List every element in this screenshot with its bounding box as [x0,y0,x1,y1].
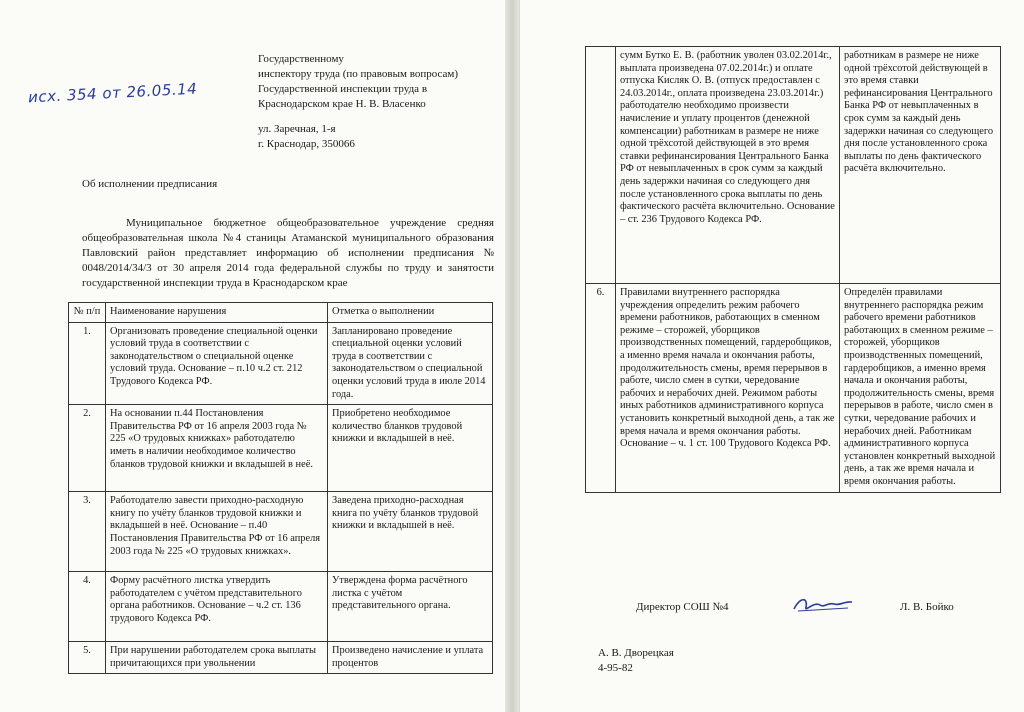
table-row [69,572,493,642]
row-violation: Организовать проведение специальной оценки условий труда в соответствии с законодательством о специальной оценке условий труда. Основание – п.10 ч.2 ст. 212 Трудового Кодекса РФ. [106,322,328,405]
row-violation: На основании п.44 Постановления Правительства РФ от 16 апреля 2003 года № 225 «О трудовых книжках» работодателю иметь в наличии необходимое количество бланков трудовой книжки и вкладышей в неё. [106,405,328,492]
signer-name: Л. В. Бойко [900,601,954,613]
header-number: № п/п [69,303,106,323]
table-header-row [69,303,493,323]
row-violation: Форму расчётного листка утвердить работодателем с учётом представительного органа работников. Основание – ч.2 ст. 136 трудового Кодекса РФ. [106,572,328,642]
row-number: 5. [69,642,106,674]
row-status: Определён правилами внутреннего распорядка режим рабочего времени работников работающих в сменном режиме – сторожей, уборщиков производственных помещений, гардеробщиков, а именно время начала и окончания работы, продолжительность смены, время перерывов в работе, число смен в сутки, чередование рабочих и нерабочих дней. Работникам административного корпуса установлен конкретный выходной день, а так же время начала и время окончания работы. [840,284,1001,493]
handwritten-outgoing-number: исх. 354 от 26.05.14 [27,79,198,107]
document-author [598,646,674,676]
row-status: Заведена приходно-расходная книга по учёту бланков трудовой книжки и вкладышей в неё. [328,492,493,572]
row-status: Произведено начисление и уплата процентов [328,642,493,674]
letter-intro: Муниципальное бюджетное общеобразовательное учреждение средняя общеобразовательная школа №4 станицы Атаманской муниципального образования Павловский район представляет информацию об исполнении предписания № 0048/2014/34/3 от 30 апреля 2014 года федеральной службы по труду и занятости государственной инспекции труда в Краснодарском крае [82,217,494,289]
row-status: работникам в размере не ниже одной трёхсотой действующей в это время ставки рефинансирования Центрального Банка РФ от невыплаченных в срок сумм за каждый день задержки начиная со следующего дня после установленного срока выплаты по день фактического расчёта включительно. [840,47,1001,284]
row-status: Приобретено необходимое количество бланков трудовой книжки и вкладышей в неё. [328,405,493,492]
row-violation: При нарушении работодателем срока выплаты причитающихся при увольнении [106,642,328,674]
table-row [586,284,1001,493]
addressee-block [258,52,503,112]
row-number: 3. [69,492,106,572]
address-street: ул. Заречная, 1-я [258,123,336,135]
violations-table-continued [585,46,1001,493]
page-gutter [505,0,519,712]
table-row [69,322,493,405]
row-number: 6. [586,284,616,493]
addressee-line: Краснодарском крае Н. В. Власенко [258,98,426,110]
table-row [69,642,493,674]
author-name: А. В. Дворецкая [598,647,674,659]
table-row [69,492,493,572]
signer-position: Директор СОШ №4 [636,601,729,613]
row-violation: Правилами внутреннего распорядка учреждения определить режим рабочего времени работников, работающих в сменном режиме – сторожей, уборщиков производственных помещений, гардеробщиков, а именно время начала и окончания работы, продолжительность смены, время перерывов в работе, число смен в сутки, чередование рабочих и нерабочих дней. Режимом работы иных работников административного корпуса установить конкретный выходной день, а так же время начала и время окончания работы. Основание – ч. 1 ст. 100 Трудового Кодекса РФ. [616,284,840,493]
row-violation: сумм Бутко Е. В. (работник уволен 03.02.2014г., выплата произведена 07.02.2014г.) и оплате отпуска Кисляк О. В. (отпуск предоставлен с 24.03.2014г., оплата произведена 23.03.2014г.) работодателю необходимо произвести начисление и уплату процентов (денежной компенсации) работникам в размере не ниже одной трёхсотой действующей в это время ставки рефинансирования Центрального Банка РФ от невыплаченных в срок сумм за каждый день задержки начиная со следующего дня после установленного срока выплаты по день фактического расчёта включительно. Основание – ст. 236 Трудового Кодекса РФ. [616,47,840,284]
row-number: 4. [69,572,106,642]
author-phone: 4-95-82 [598,662,633,674]
addressee-address [258,122,355,152]
letter-subject: Об исполнении предписания [82,178,218,190]
header-status: Отметка о выполнении [328,303,493,323]
addressee-line: Государственному [258,53,344,65]
table-row [586,47,1001,284]
addressee-line: инспектору труда (по правовым вопросам) [258,68,459,80]
address-city: г. Краснодар, 350066 [258,138,355,150]
row-status: Запланировано проведение специальной оценки условий труда в соответствии с законодательством о специальной оценки условий труда в июле 2014 года. [328,322,493,405]
violations-table [68,302,493,674]
row-number [586,47,616,284]
table-row [69,405,493,492]
row-number: 1. [69,322,106,405]
header-violation: Наименование нарушения [106,303,328,323]
addressee-line: Государственной инспекции труда в [258,83,428,95]
row-violation: Работодателю завести приходно-расходную книгу по учёту бланков трудовой книжки и вкладышей в неё. Основание – п.40 Постановления Правительства РФ от 16 апреля 2003 года № 225 «О трудовых книжках». [106,492,328,572]
row-number: 2. [69,405,106,492]
row-status: Утверждена форма расчётного листка с учётом представительного органа. [328,572,493,642]
handwritten-signature [790,593,856,615]
